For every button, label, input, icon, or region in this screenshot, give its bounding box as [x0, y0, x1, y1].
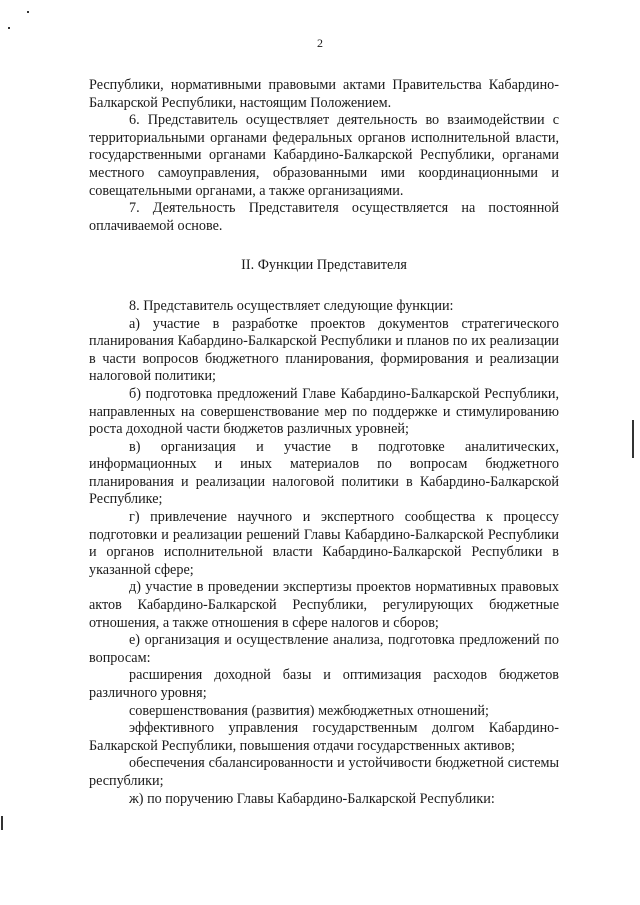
subitem-zh: ж) по поручению Главы Кабардино-Балкарской Республики:	[129, 790, 495, 807]
subitem-e: е) организация и осуществление анализа, подготовка предложений по вопросам:	[89, 632, 559, 666]
scan-speck	[27, 11, 29, 13]
question-item: обеспечения сбалансированности и устойчивости бюджетной системы республики;	[89, 755, 559, 789]
question-item: совершенствования (развития) межбюджетных отношений;	[129, 702, 489, 719]
page-number: 2	[317, 36, 323, 50]
subitem-d: д) участие в проведении экспертизы проектов нормативных правовых актов Кабардино-Балкарской Республики, регулирующих бюджетные отношения, а также отношения в сфере налогов и сборов;	[89, 579, 559, 631]
paragraph-item-7: 7. Деятельность Представителя осуществляется на постоянной оплачиваемой основе.	[89, 200, 559, 234]
subitem-b: б) подготовка предложений Главе Кабардино-Балкарской Республики, направленных на совершенствование мер по поддержке и стимулированию роста доходной части бюджетов различных уровней;	[89, 385, 559, 438]
scan-edge-mark	[1, 816, 3, 830]
subitem-v: в) организация и участие в подготовке аналитических, информационных и иных материалов по вопросам бюджетного планирования и реализации налоговой политики в Кабардино-Балкарской Республике;	[89, 438, 559, 508]
question-item: расширения доходной базы и оптимизация расходов бюджетов различного уровня;	[89, 667, 559, 701]
document-body	[89, 77, 559, 808]
paragraph: Республики, нормативными правовыми актами Правительства Кабардино-Балкарской Республики, настоящим Положением.	[89, 77, 559, 111]
paragraph-item-6: 6. Представитель осуществляет деятельность во взаимодействии с территориальными органами федеральных органов исполнительной власти, государственными органами Кабардино-Балкарской Республики, органами местного самоуправления, образованными ими координационными и совещательными органами, а также организациями.	[89, 112, 559, 199]
paragraph-item-8: 8. Представитель осуществляет следующие функции:	[129, 297, 454, 314]
subitem-g: г) привлечение научного и экспертного сообщества к процессу подготовки и реализации решений Главы Кабардино-Балкарской Республики и органов исполнительной власти Кабардино-Балкарской Республики в указанной сфере;	[89, 509, 559, 578]
scan-speck	[8, 27, 10, 29]
scan-edge-mark	[632, 420, 634, 458]
question-item: эффективного управления государственным долгом Кабардино-Балкарской Республики, повышения отдачи государственных активов;	[89, 720, 559, 754]
section-heading: II. Функции Представителя	[241, 257, 407, 274]
subitem-a: а) участие в разработке проектов документов стратегического планирования Кабардино-Балкарской Республики и планов по их реализации в части вопросов бюджетного планирования, формирования и реализации налоговой политики;	[89, 315, 559, 385]
